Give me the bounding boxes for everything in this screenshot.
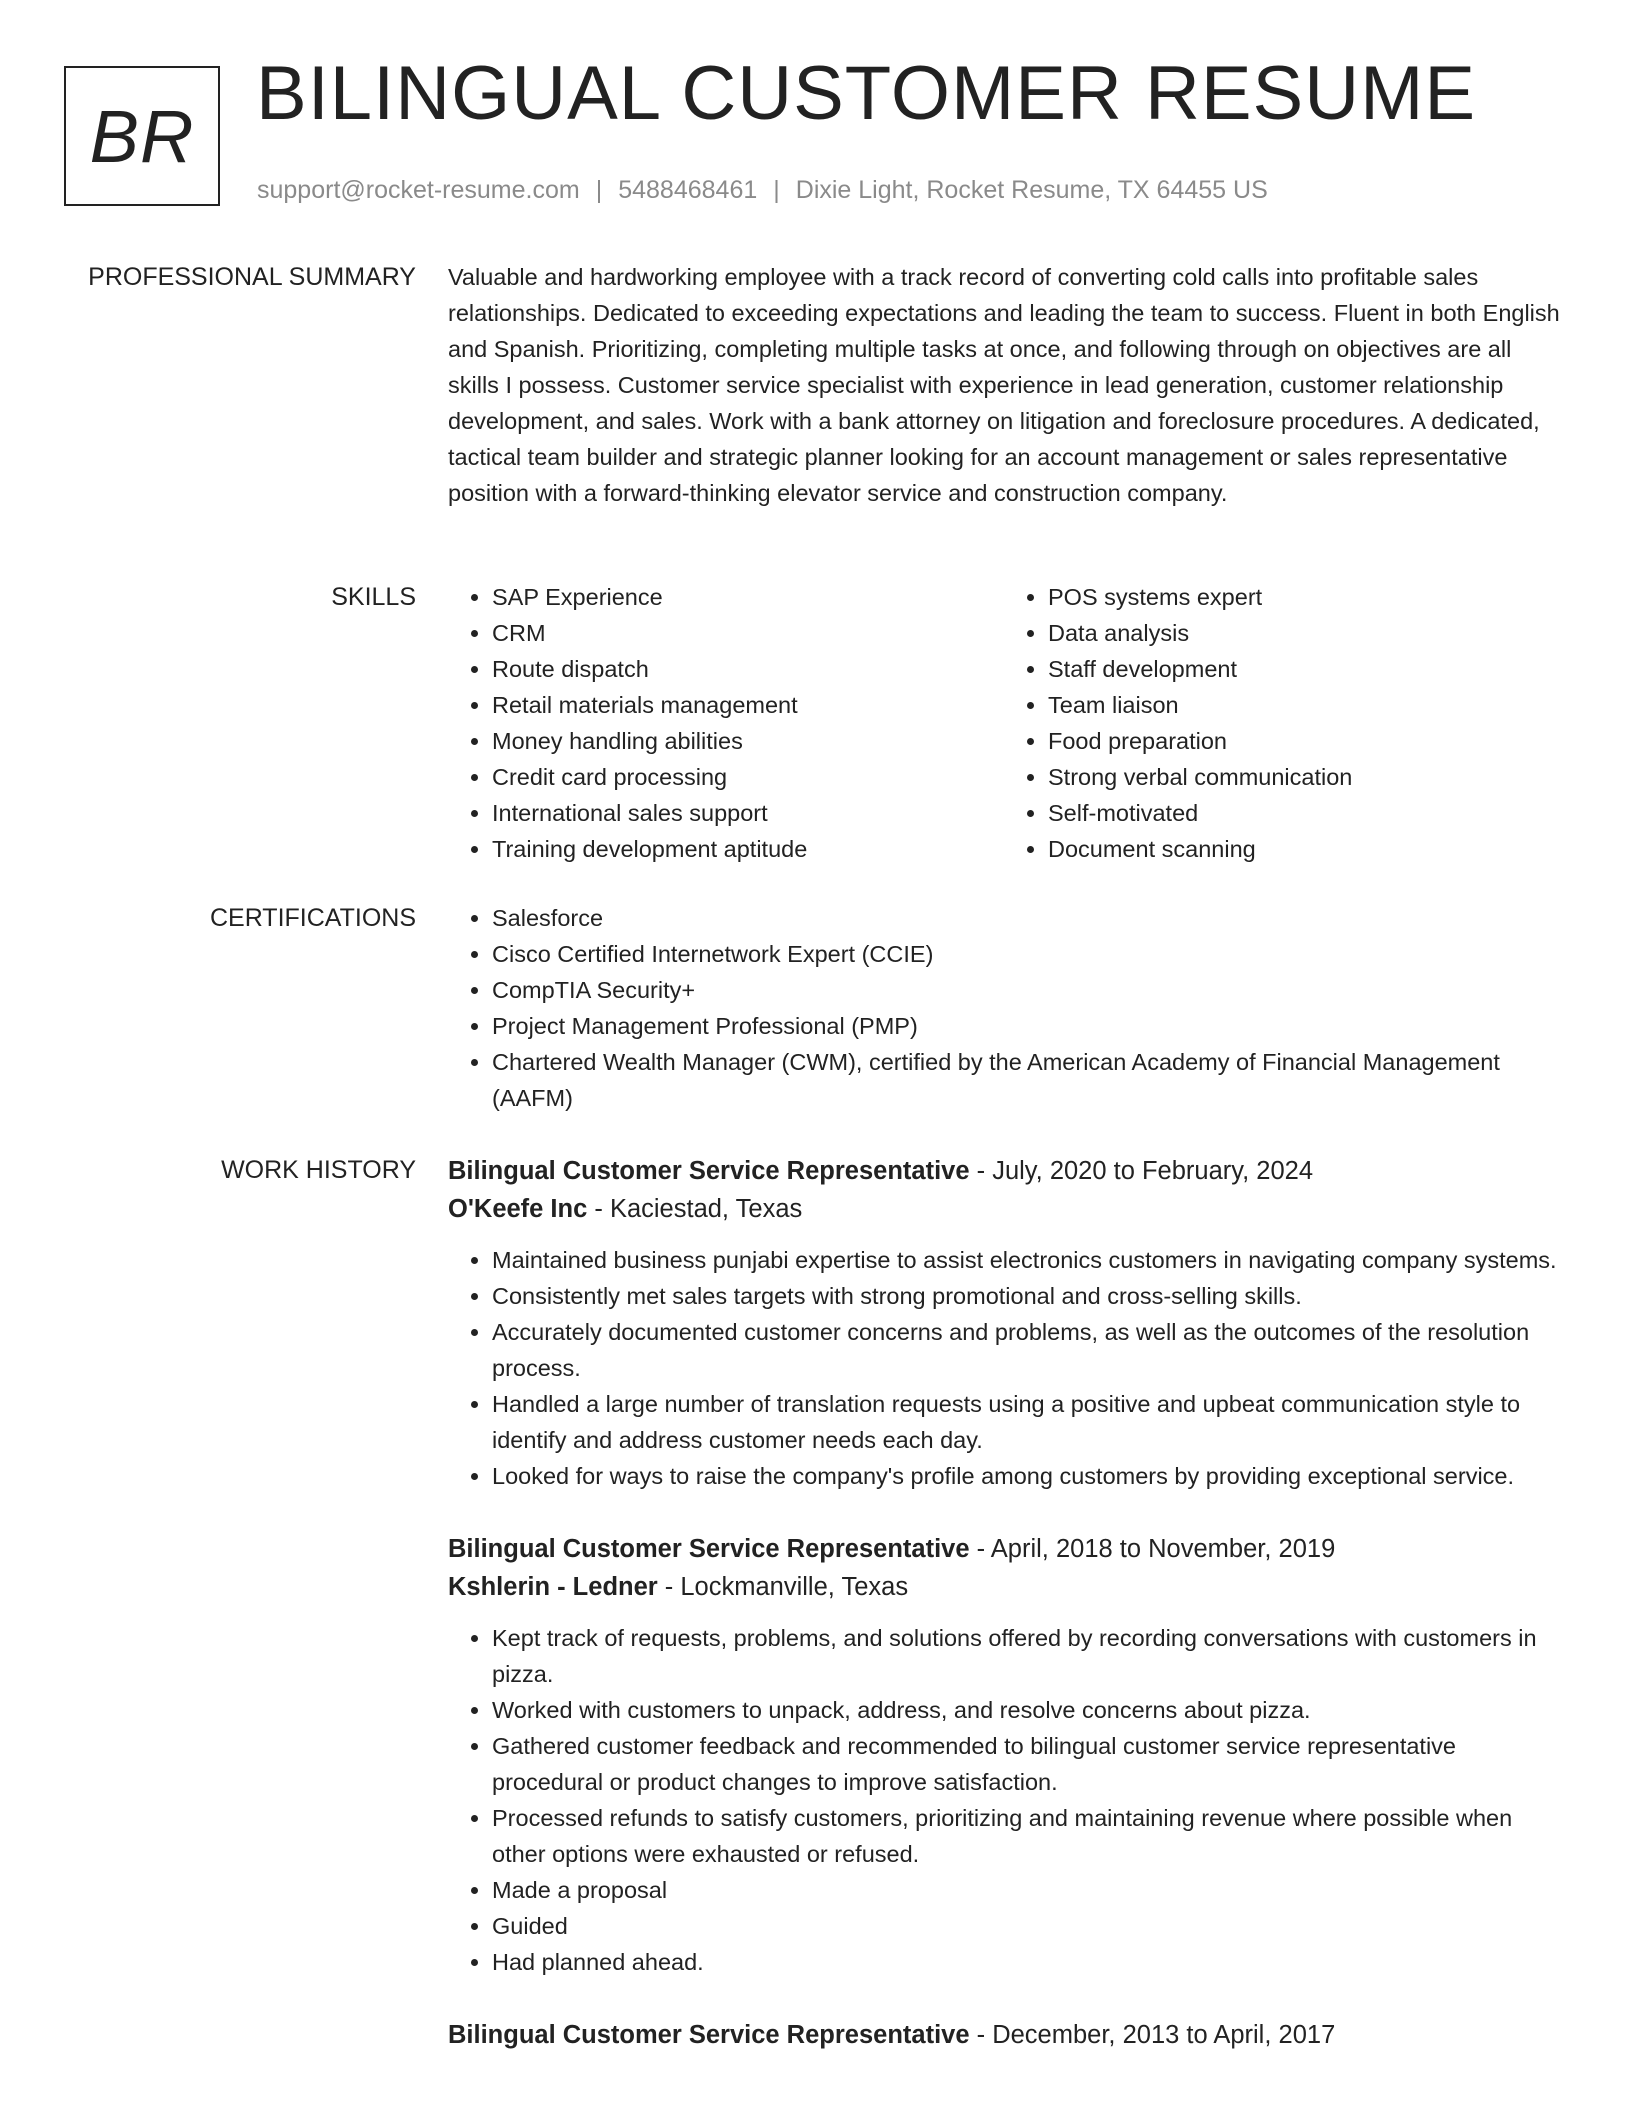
- job-company: O'Keefe Inc: [448, 1195, 588, 1223]
- job-duty: • Handled a large number of translation requests using a positive and upbeat communication style to identify and address customer needs each day.: [492, 1386, 1560, 1458]
- job-employer: [448, 1568, 1560, 1606]
- job-title: Bilingual Customer Service Representative: [448, 2021, 970, 2049]
- job-title: Bilingual Customer Service Representative: [448, 1535, 970, 1563]
- skill-item: • Strong verbal communication: [1048, 759, 1560, 795]
- certification-item: • Project Management Professional (PMP): [492, 1008, 1560, 1044]
- contact-line: [257, 176, 1268, 205]
- job-dates: - December, 2013 to April, 2017: [969, 2021, 1336, 2049]
- job-heading: [448, 1530, 1560, 1568]
- certification-item: • Chartered Wealth Manager (CWM), certified by the American Academy of Financial Management (AAFM): [492, 1044, 1560, 1116]
- job-location: - Lockmanville, Texas: [657, 1573, 909, 1601]
- section-label-skills: SKILLS: [331, 583, 416, 611]
- job-duty: • Worked with customers to unpack, address, and resolve concerns about pizza.: [492, 1692, 1560, 1728]
- resume-title: BILINGUAL CUSTOMER RESUME: [256, 51, 1477, 136]
- skill-item: • Training development aptitude: [492, 831, 1004, 867]
- section-label-summary: PROFESSIONAL SUMMARY: [88, 263, 416, 291]
- skill-item: • Document scanning: [1048, 831, 1560, 867]
- job-heading: [448, 1152, 1560, 1190]
- job-company: Kshlerin - Ledner: [448, 1573, 658, 1601]
- skill-item: • Retail materials management: [492, 687, 1004, 723]
- skills-left-column: [448, 579, 1004, 867]
- skill-item: • Credit card processing: [492, 759, 1004, 795]
- job-duty: • Maintained business punjabi expertise to assist electronics customers in navigating company systems.: [492, 1242, 1560, 1278]
- section-label-certifications: CERTIFICATIONS: [209, 904, 416, 932]
- skill-item: • Route dispatch: [492, 651, 1004, 687]
- certification-item: • Cisco Certified Internetwork Expert (CCIE): [492, 936, 1560, 972]
- skill-item: • International sales support: [492, 795, 1004, 831]
- job-entry: [448, 1152, 1560, 1494]
- certifications-list: [448, 900, 1560, 1116]
- work-history-list: [448, 1152, 1560, 2090]
- job-duty: • Looked for ways to raise the company's profile among customers by providing exceptional service.: [492, 1458, 1560, 1494]
- skills-list: [448, 579, 1560, 867]
- job-location: - Kaciestad, Texas: [587, 1195, 803, 1223]
- job-entry: [448, 2016, 1560, 2054]
- contact-phone[interactable]: 5488468461: [618, 176, 758, 204]
- skills-right-column: [1004, 579, 1560, 867]
- job-duties: [448, 1620, 1560, 1980]
- job-duty: • Accurately documented customer concerns and problems, as well as the outcomes of the resolution process.: [492, 1314, 1560, 1386]
- skill-item: • Staff development: [1048, 651, 1560, 687]
- job-duty: • Consistently met sales targets with strong promotional and cross-selling skills.: [492, 1278, 1560, 1314]
- job-duties: [448, 1242, 1560, 1494]
- section-label-work-history: WORK HISTORY: [221, 1156, 416, 1184]
- job-duty: • Had planned ahead.: [492, 1944, 1560, 1980]
- skill-item: • SAP Experience: [492, 579, 1004, 615]
- contact-separator: |: [595, 176, 603, 204]
- summary-text: Valuable and hardworking employee with a track record of converting cold calls into profitable sales relationships. Dedicated to exceeding expectations and leading the team to success. Fluent in both English and Spanish. Prioritizing, completing multiple tasks at once, and following through on objectives are all skills I possess. Customer service specialist with experience in lead generation, customer relationship development, and sales. Work with a bank attorney on litigation and foreclosure procedures. A dedicated, tactical team builder and strategic planner looking for an account management or sales representative position with a forward-thinking elevator service and construction company.: [448, 264, 1560, 506]
- contact-email[interactable]: support@rocket-resume.com: [257, 176, 580, 204]
- skill-item: • Data analysis: [1048, 615, 1560, 651]
- skill-item: • CRM: [492, 615, 1004, 651]
- skill-item: • Self-motivated: [1048, 795, 1560, 831]
- job-duty: • Made a proposal: [492, 1872, 1560, 1908]
- skill-item: • Food preparation: [1048, 723, 1560, 759]
- certification-item: • Salesforce: [492, 900, 1560, 936]
- job-entry: [448, 1530, 1560, 1980]
- job-duty: • Kept track of requests, problems, and solutions offered by recording conversations with customers in pizza.: [492, 1620, 1560, 1692]
- monogram-logo: BR: [64, 66, 220, 206]
- job-duty: • Gathered customer feedback and recommended to bilingual customer service representative procedural or product changes to improve satisfaction.: [492, 1728, 1560, 1800]
- job-duty: • Guided: [492, 1908, 1560, 1944]
- job-dates: - April, 2018 to November, 2019: [969, 1535, 1336, 1563]
- job-employer: [448, 1190, 1560, 1228]
- contact-separator: |: [773, 176, 780, 204]
- job-dates: - July, 2020 to February, 2024: [969, 1157, 1314, 1185]
- certification-item: • CompTIA Security+: [492, 972, 1560, 1008]
- contact-address: Dixie Light, Rocket Resume, TX 64455 US: [795, 176, 1268, 204]
- skill-item: • Money handling abilities: [492, 723, 1004, 759]
- job-heading: [448, 2016, 1560, 2054]
- skill-item: • Team liaison: [1048, 687, 1560, 723]
- job-duty: • Processed refunds to satisfy customers, prioritizing and maintaining revenue where possible when other options were exhausted or refused.: [492, 1800, 1560, 1872]
- skill-item: • POS systems expert: [1048, 579, 1560, 615]
- job-title: Bilingual Customer Service Representative: [448, 1157, 970, 1185]
